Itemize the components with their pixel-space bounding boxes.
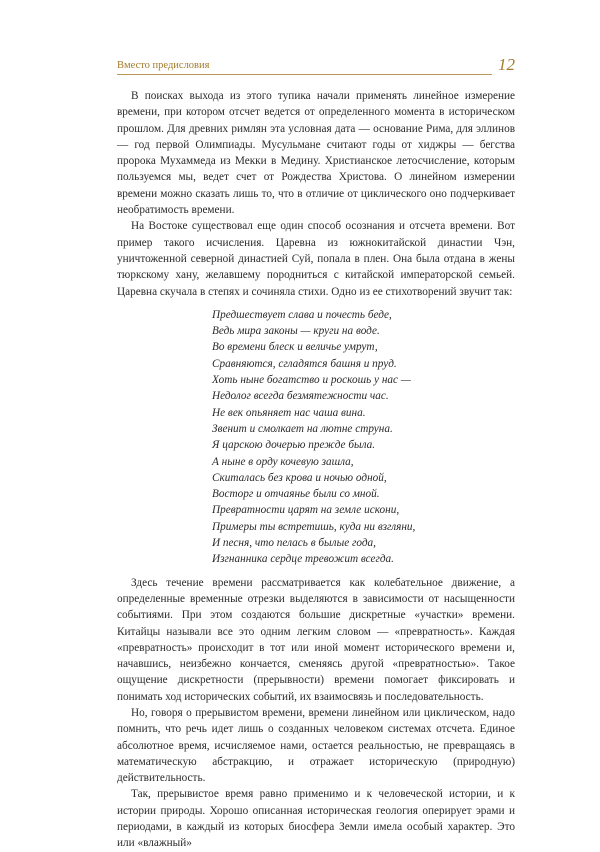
paragraph: В поисках выхода из этого тупика начали применять линейное измерение времени, при котором отсчет ведется от определенного момента в историческом прошлом. Для древних римлян эта условная дата — основание Рима, для эллинов — год первой Олимпиады. Мусульмане считают годы от хиджры — бегства пророка Мухаммеда из Мекки в Медину. Христианское летосчисление, которым пользуемся мы, ведет счет от Рождества Христова. О линейном измерении времени можно сказать лишь то, что в отличие от циклического оно подчеркивает необратимость времени.: [117, 90, 515, 217]
poem-line: Хоть ныне богатство и роскошь у нас —: [212, 374, 411, 387]
paragraph: На Востоке существовал еще один способ осознания и отсчета времени. Вот пример такого исчисления. Царевна из южнокитайской династии Чэн, уничтоженной северной династией Суй, попала в плен. Она была отдана в жены тюркскому хану, желавшему породниться с китайской императорской семьей. Царевна скучала в степях и сочиняла стихи. Одно из ее стихотворений звучит так:: [117, 220, 515, 298]
poem-line: Звенит и смолкает на лютне струна.: [212, 422, 393, 435]
section-title: Вместо предисловия: [117, 60, 210, 71]
poem-line: Предшествует слава и почесть беде,: [212, 308, 392, 321]
poem-line: И песня, что пелась в былые года,: [212, 537, 376, 550]
paragraph: Но, говоря о прерывистом времени, времени линейном или циклическом, надо помнить, что речь идет лишь о созданных человеком системах отсчета. Единое абсолютное время, исчисляемое нами, остается реальностью, не превращаясь в математическую абстракцию, и отражает историческую (природную) действительность.: [117, 706, 515, 785]
poem-line: Ведь мира законы — круги на воде.: [212, 325, 380, 338]
poem-line: Примеры ты встретишь, куда ни взгляни,: [212, 520, 416, 533]
poem-line: Во времени блеск и величье умрут,: [212, 341, 378, 354]
poem-line: Изгнанника сердце тревожит всегда.: [212, 553, 394, 566]
poem-line: Восторг и отчаянье были со мной.: [212, 488, 380, 501]
poem-line: Я царскою дочерью прежде была.: [212, 439, 376, 452]
running-header: [117, 56, 515, 78]
poem-line: Недолог всегда безмятежности час.: [212, 390, 389, 403]
paragraph: Так, прерывистое время равно применимо и к человеческой истории, и к истории природы. Хорошо описанная историческая геология оперирует эрами и периодами, в каждый из которых биосфера Земли имела особый характер. Это или «влажный»: [117, 788, 515, 850]
poem-line: А ныне в орду кочевую зашла,: [212, 455, 354, 468]
page-number: 12: [498, 55, 515, 74]
header-rule: [117, 74, 492, 75]
paragraph: Здесь течение времени рассматривается как колебательное движение, а определенные временные отрезки выделяются в зависимости от насыщенности событиями. При этом создаются большие дискретные «участки» времени. Китайцы называли все это одним легким словом — «превратность». Каждая «превратность» происходит в тот или иной момент исторического времени и, начавшись, неизбежно кончается, сменяясь другой «превратностью». Такое ощущение дискретности (прерывности) времени помогает фиксировать и понимать ход исторических событий, их взаимосвязь и последовательность.: [117, 576, 515, 703]
poem-line: Превратности царят на земле искони,: [212, 504, 400, 517]
poem: [212, 307, 515, 568]
poem-line: Не век опьяняет нас чаша вина.: [212, 406, 366, 419]
poem-line: Сравняются, сгладятся башня и пруд.: [212, 357, 397, 370]
poem-line: Скиталась без крова и ночью одной,: [212, 471, 387, 484]
body-text: [117, 88, 515, 852]
